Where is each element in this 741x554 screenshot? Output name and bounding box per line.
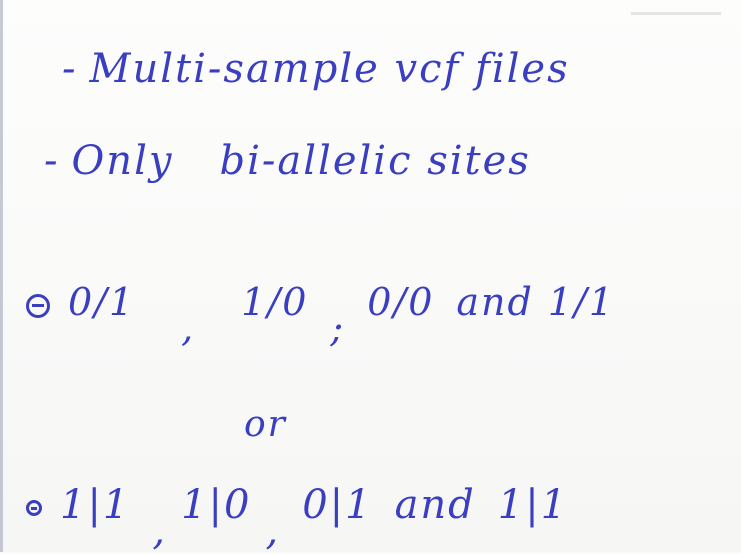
note-line-biallelic xyxy=(44,138,531,184)
note-line-multi-sample xyxy=(62,46,570,92)
genotype-0-0: 0/0 xyxy=(367,280,435,324)
circle-minus-icon xyxy=(26,500,42,516)
paper-left-edge xyxy=(0,0,3,552)
word-and: and xyxy=(456,280,534,324)
genotype-1-pipe-1-final: 1|1 xyxy=(497,482,569,528)
separator-comma: , xyxy=(152,508,168,554)
note-text-multi-sample: Multi-sample vcf files xyxy=(89,46,570,92)
bullet-dash: - xyxy=(44,138,60,184)
genotype-0-pipe-1: 0|1 xyxy=(302,482,373,528)
genotype-0-1: 0/1 xyxy=(68,280,136,324)
note-text-only: Only xyxy=(71,138,174,184)
word-or: or xyxy=(244,404,287,445)
genotype-1-pipe-1: 1|1 xyxy=(60,482,131,528)
genotype-1-pipe-0: 1|0 xyxy=(181,482,252,528)
genotype-1-0: 1/0 xyxy=(241,280,309,324)
genotype-1-1: 1/1 xyxy=(547,280,615,324)
circle-minus-icon xyxy=(26,294,50,318)
note-line-genotypes-phased xyxy=(26,482,569,554)
paper-corner-mark xyxy=(631,12,721,15)
note-text-biallelic-sites: bi-allelic sites xyxy=(219,138,531,184)
separator-comma: , xyxy=(181,306,196,350)
bullet-dash: - xyxy=(62,46,78,92)
separator-semicolon: ; xyxy=(330,306,346,350)
separator-comma: , xyxy=(265,508,281,554)
note-line-genotypes-unphased xyxy=(26,280,615,350)
word-and: and xyxy=(394,482,476,528)
